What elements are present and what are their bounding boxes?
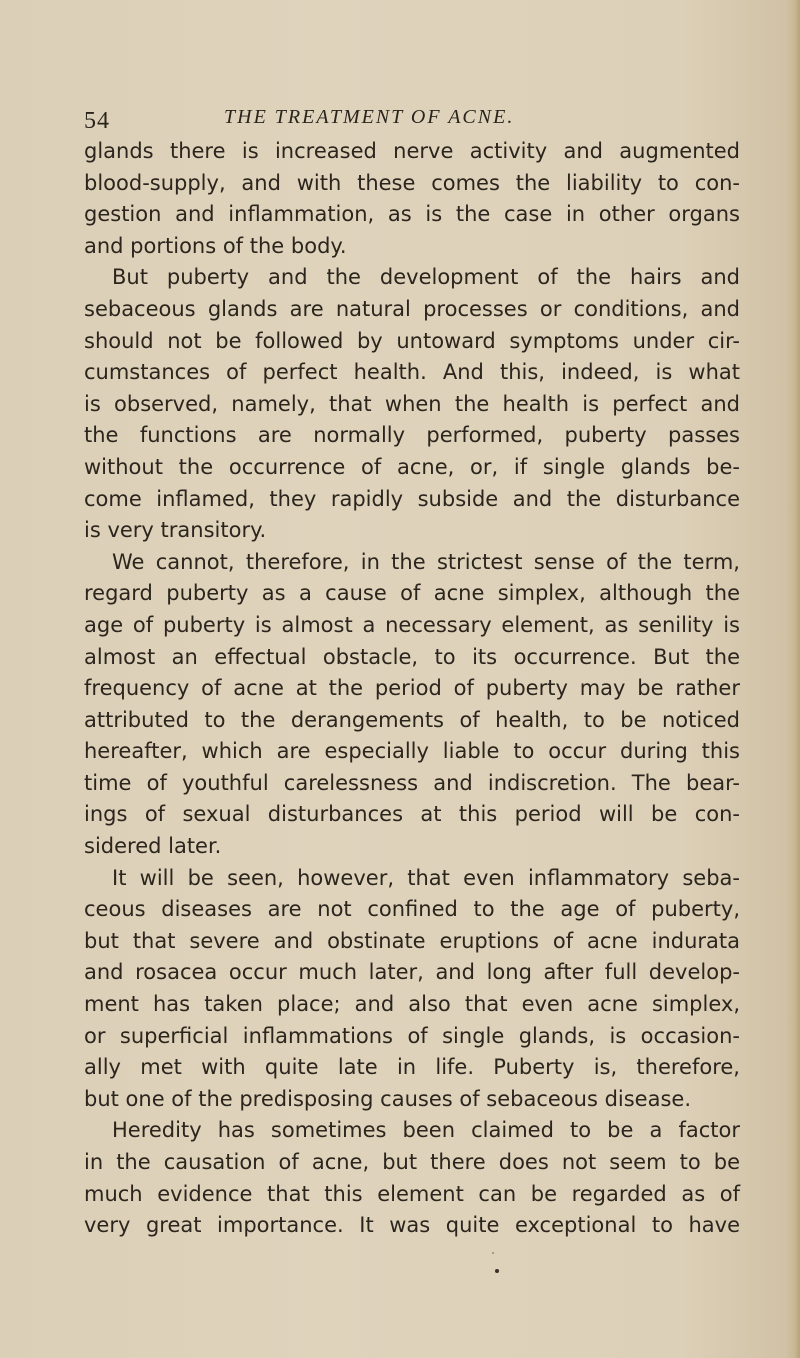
body-text — [84, 136, 740, 1242]
text-line: is very transitory. — [84, 518, 267, 543]
text-line: and rosacea occur much later, and long after full develop- — [84, 960, 740, 985]
text-line: without the occurrence of acne, or, if single glands be- — [84, 454, 740, 479]
text-line: or superficial inflammations of single glands, is occasion- — [84, 1023, 740, 1048]
text-line: attributed to the derangements of health, to be noticed — [84, 707, 740, 732]
text-line: time of youthful carelessness and indiscretion. The bear- — [84, 770, 740, 795]
text-line: But puberty and the development of the hairs and — [112, 265, 740, 290]
text-line: cumstances of perfect health. And this, indeed, is what — [84, 360, 740, 385]
text-line: but that severe and obstinate eruptions of acne indurata — [84, 928, 740, 953]
text-line: Heredity has sometimes been claimed to be a factor — [112, 1118, 740, 1143]
text-line: sidered later. — [84, 834, 222, 859]
text-line: ings of sexual disturbances at this period will be con- — [84, 802, 740, 827]
text-line: almost an effectual obstacle, to its occurrence. But the — [84, 644, 740, 669]
text-line: blood-supply, and with these comes the liability to con- — [84, 170, 740, 195]
text-line: ally met with quite late in life. Puberty is, therefore, — [84, 1055, 740, 1080]
text-line: ceous diseases are not confined to the age of puberty, — [84, 897, 740, 922]
page-edge-shadow — [786, 0, 800, 1358]
page-header — [84, 104, 744, 134]
text-line: come inflamed, they rapidly subside and the disturbance — [84, 486, 740, 511]
text-line: We cannot, therefore, in the strictest sense of the term, — [112, 549, 740, 574]
text-line: is observed, namely, that when the health is perfect and — [84, 391, 740, 416]
ink-speck — [492, 1252, 494, 1254]
page-number: 54 — [84, 108, 110, 134]
text-line: the functions are normally performed, puberty passes — [84, 423, 740, 448]
text-line: regard puberty as a cause of acne simplex, although the — [84, 581, 740, 606]
ink-speck — [495, 1269, 499, 1273]
running-title: THE TREATMENT OF ACNE. — [224, 106, 515, 128]
text-line: sebaceous glands are natural processes or conditions, and — [84, 296, 740, 321]
text-line: glands there is increased nerve activity and augmented — [84, 139, 740, 163]
text-line: much evidence that this element can be regarded as of — [84, 1181, 740, 1206]
text-line: gestion and inflammation, as is the case in other organs — [84, 202, 740, 227]
text-line: hereafter, which are especially liable to occur during this — [84, 739, 740, 764]
text-line: and portions of the body. — [84, 233, 347, 258]
text-line: very great importance. It was quite exceptional to have — [84, 1213, 740, 1238]
text-line: ment has taken place; and also that even acne simplex, — [84, 992, 740, 1017]
text-line: in the causation of acne, but there does not seem to be — [84, 1150, 740, 1174]
text-line: age of puberty is almost a necessary element, as senility is — [84, 612, 740, 637]
text-line: frequency of acne at the period of puberty may be rather — [84, 676, 740, 701]
text-line: but one of the predisposing causes of sebaceous disease. — [84, 1086, 692, 1111]
text-line: It will be seen, however, that even inflammatory seba- — [112, 865, 740, 890]
text-line: should not be followed by untoward symptoms under cir- — [84, 328, 740, 353]
